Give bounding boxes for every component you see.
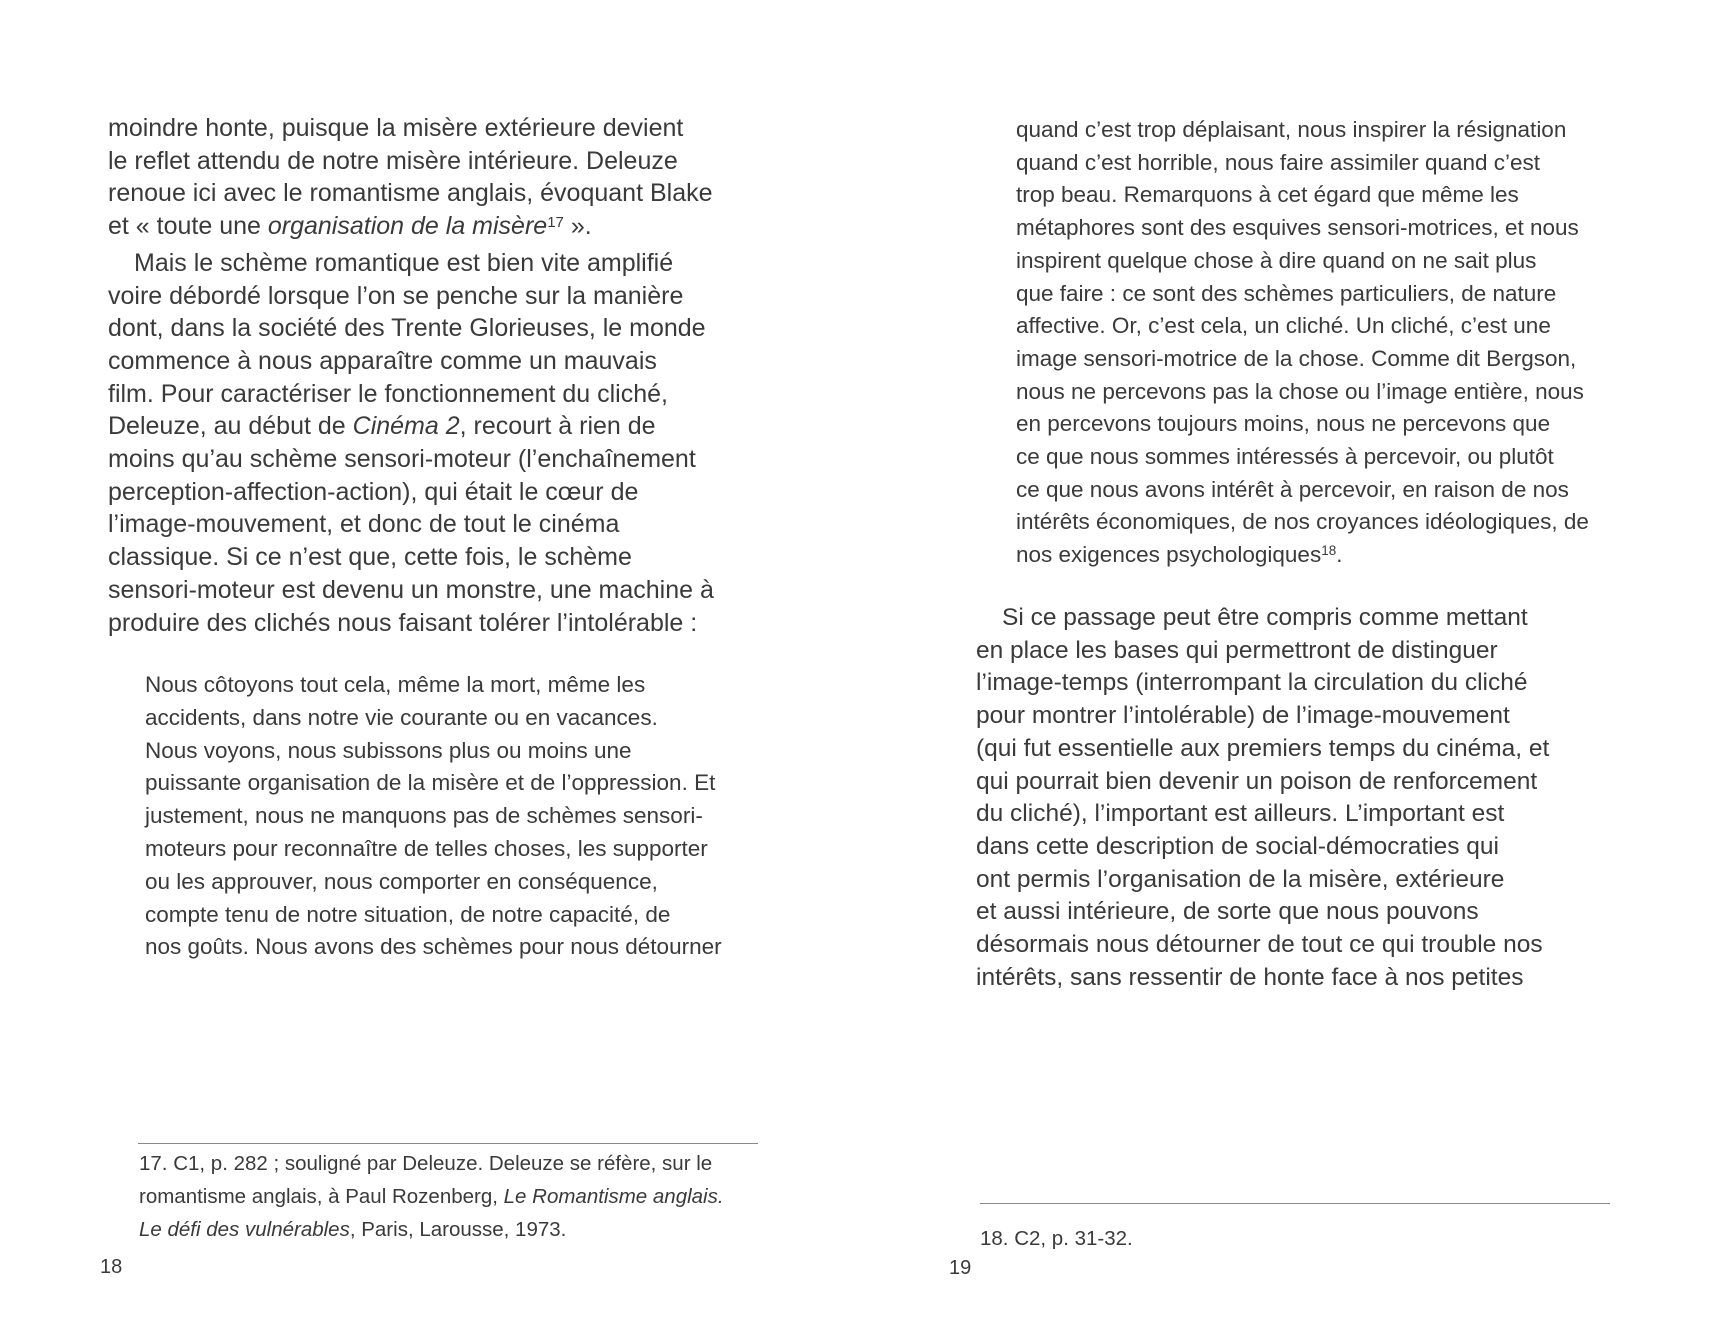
left-block-quote [145, 669, 765, 964]
text-line: inspirent quelque chose à dire quand on ne sait plus [1016, 247, 1537, 273]
text-line: en place les bases qui permettront de distinguer [976, 636, 1498, 664]
text-line: pour montrer l’intolérable) de l’image-mouvement [976, 702, 1510, 730]
text-line: renoue ici avec le romantisme anglais, évoquant Blake [108, 179, 713, 208]
text-line: qui pourrait bien devenir un poison de renforcement [976, 767, 1538, 795]
paragraph [976, 602, 1621, 994]
paragraph [980, 1222, 1610, 1255]
text-line: trop beau. Remarquons à cet égard que même les [1016, 182, 1519, 208]
text-line: Nous côtoyons tout cela, même la mort, même les [145, 672, 646, 697]
text-line: moins qu’au schème sensori-moteur (l’enchaînement [108, 445, 696, 474]
text-line: l’image-mouvement, et donc de tout le cinéma [108, 510, 620, 539]
paragraph [108, 112, 768, 247]
paragraph [1016, 114, 1616, 575]
text-line: justement, nous ne manquons pas de schèmes sensori- [145, 803, 703, 829]
paragraph [108, 247, 768, 639]
text-line: ce que nous avons intérêt à percevoir, en raison de nos [1016, 476, 1569, 502]
text-line: le reflet attendu de notre misère intérieure. Deleuze [108, 146, 678, 175]
text-line: commence à nous apparaître comme un mauvais [108, 346, 657, 375]
right-footnote [980, 1222, 1610, 1255]
text-line: image sensori-motrice de la chose. Comme dit Bergson, [1016, 345, 1577, 371]
right-block-quote-continuation [1016, 114, 1616, 575]
text-line: film. Pour caractériser le fonctionnement du cliché, [108, 379, 668, 408]
text-line: en percevons toujours moins, nous ne percevons que [1016, 411, 1551, 437]
text-line: accidents, dans notre vie courante ou en vacances. [145, 704, 658, 730]
text-line: puissante organisation de la misère et de l’oppression. Et [145, 770, 716, 796]
text-line: produire des clichés nous faisant tolérer l’intolérable : [108, 608, 698, 637]
text-line: perception-affection-action), qui était le cœur de [108, 477, 639, 506]
text-line: ont permis l’organisation de la misère, extérieure [976, 865, 1505, 893]
text-line: Si ce passage peut être compris comme mettant [1002, 604, 1528, 631]
right-footnote-rule [980, 1203, 1610, 1204]
text-line: l’image-temps (interrompant la circulation du cliché [976, 669, 1528, 697]
text-line: et aussi intérieure, de sorte que nous pouvons [976, 898, 1479, 926]
text-line: quand c’est trop déplaisant, nous inspirer la résignation [1016, 117, 1567, 142]
text-line: quand c’est horrible, nous faire assimiler quand c’est [1016, 149, 1541, 175]
text-line: dont, dans la société des Trente Glorieuses, le monde [108, 314, 706, 343]
text-line: sensori-moteur est devenu un monstre, une machine à [108, 575, 714, 604]
text-line: ce que nous sommes intéressés à percevoir, ou plutôt [1016, 444, 1554, 470]
left-page-number: 18 [100, 1256, 123, 1278]
text-line: Mais le schème romantique est bien vite amplifié [134, 248, 674, 277]
text-line: nos goûts. Nous avons des schèmes pour nous détourner [145, 934, 722, 960]
text-line: que faire : ce sont des schèmes particuliers, de nature [1016, 280, 1557, 306]
text-line: voire débordé lorsque l’on se penche sur la manière [108, 281, 684, 310]
paragraph [145, 669, 765, 964]
text-line: moindre honte, puisque la misère extérieure devient [108, 114, 684, 142]
left-footnote-rule [138, 1143, 758, 1144]
text-line: Nous voyons, nous subissons plus ou moins une [145, 737, 632, 763]
right-body-text [976, 602, 1621, 994]
text-line: du cliché), l’important est ailleurs. L’important est [976, 800, 1505, 828]
text-line: nous ne percevons pas la chose ou l’image entière, nous [1016, 378, 1584, 404]
left-footnote [139, 1147, 764, 1246]
text-line: Le défi des vulnérables, Paris, Larousse, 1973. [139, 1218, 567, 1241]
text-line: classique. Si ce n’est que, cette fois, le schème [108, 543, 632, 572]
text-line: 17. C1, p. 282 ; souligné par Deleuze. Deleuze se réfère, sur le [139, 1152, 713, 1175]
text-line: (qui fut essentielle aux premiers temps du cinéma, et [976, 734, 1550, 762]
text-line: Deleuze, au début de Cinéma 2, recourt à rien de [108, 412, 656, 441]
text-line: désormais nous détourner de tout ce qui trouble nos [976, 931, 1543, 959]
text-line: moteurs pour reconnaître de telles choses, les supporter [145, 835, 708, 861]
text-line: ou les approuver, nous comporter en conséquence, [145, 868, 658, 894]
text-line: 18. C2, p. 31-32. [980, 1227, 1133, 1250]
text-line: nos exigences psychologiques$^{18}$. [1016, 542, 1343, 568]
text-line: compte tenu de notre situation, de notre capacité, de [145, 901, 671, 927]
text-line: affective. Or, c’est cela, un cliché. Un cliché, c’est une [1016, 313, 1551, 339]
text-line: métaphores sont des esquives sensori-motrices, et nous [1016, 215, 1579, 241]
paragraph [139, 1147, 764, 1246]
text-line: romantisme anglais, à Paul Rozenberg, Le Romantisme anglais. [139, 1185, 724, 1208]
left-body-text [108, 112, 768, 639]
text-line: intérêts économiques, de nos croyances idéologiques, de [1016, 509, 1589, 535]
text-line: dans cette description de social-démocraties qui [976, 832, 1499, 860]
text-line: et « toute une organisation de la misère$^{17}$ ». [108, 212, 592, 241]
right-page-number: 19 [949, 1257, 972, 1279]
text-line: intérêts, sans ressentir de honte face à nos petites [976, 963, 1524, 991]
